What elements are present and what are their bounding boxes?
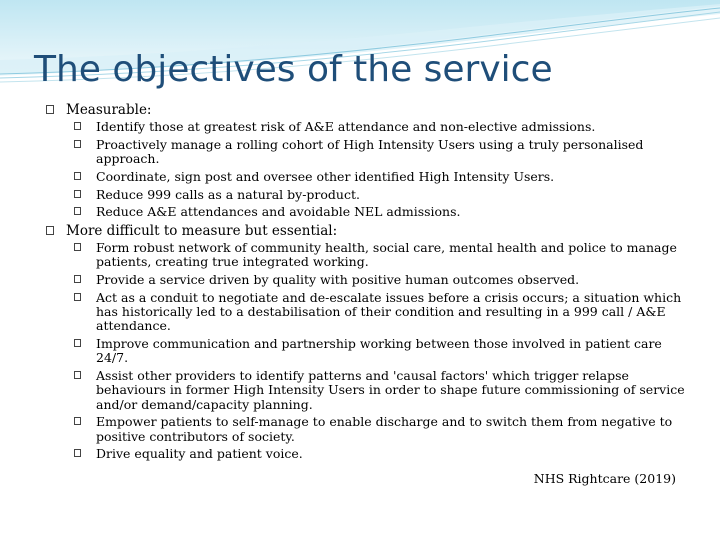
bullet-box-icon <box>74 275 81 283</box>
measurable-list <box>46 120 686 220</box>
slide-title: The objectives of the service <box>34 49 553 90</box>
list-item-text: Act as a conduit to negotiate and de-escalate issues before a crisis occurs; a situation which has historically led to a destabilisation of their condition and resulting in a 999 call / A&E attendance. <box>96 289 682 334</box>
list-item <box>74 369 686 412</box>
list-item-text: Assist other providers to identify patterns and 'causal factors' which trigger relapse behaviours in former High Intensity Users in order to shape future commissioning of service and/or demand/capacity planning. <box>96 368 685 412</box>
section-heading-measurable <box>46 102 686 118</box>
citation: NHS Rightcare (2019) <box>533 471 676 486</box>
list-item <box>74 170 686 184</box>
list-item <box>74 241 686 269</box>
list-item <box>74 120 686 134</box>
list-item <box>74 291 686 334</box>
bullet-box-icon <box>74 293 81 301</box>
bullet-box-icon <box>74 122 81 130</box>
list-item-text: Proactively manage a rolling cohort of High Intensity Users using a truly personalised approach. <box>96 136 644 166</box>
bullet-box-icon <box>74 207 81 215</box>
essential-list <box>46 241 686 461</box>
bullet-box-icon <box>74 172 81 180</box>
list-item-text: Provide a service driven by quality with positive human outcomes observed. <box>96 272 580 288</box>
list-item-text: Empower patients to self-manage to enable discharge and to switch them from negative to positive contributors of society. <box>96 414 673 444</box>
list-item-text: Improve communication and partnership working between those involved in patient care 24/7. <box>96 336 662 366</box>
bullet-box-icon <box>46 226 54 235</box>
list-item-text: Drive equality and patient voice. <box>96 446 303 462</box>
list-item <box>74 273 686 287</box>
bullet-box-icon <box>74 371 81 379</box>
list-item <box>74 337 686 365</box>
bullet-box-icon <box>74 190 81 198</box>
list-item <box>74 447 686 461</box>
list-item-text: Form robust network of community health, social care, mental health and police to manage patients, creating true integrated working. <box>96 240 677 270</box>
list-item-text: Coordinate, sign post and oversee other identified High Intensity Users. <box>96 168 555 184</box>
bullet-box-icon <box>74 140 81 148</box>
bullet-box-icon <box>74 339 81 347</box>
list-item-text: Reduce A&E attendances and avoidable NEL admissions. <box>96 204 461 220</box>
list-item <box>74 188 686 202</box>
list-item-text: Reduce 999 calls as a natural by-product. <box>96 186 360 202</box>
objectives-content <box>46 100 686 465</box>
list-item <box>74 415 686 443</box>
section-heading-text: Measurable: <box>66 102 152 118</box>
section-heading-essential <box>46 223 686 239</box>
list-item <box>74 138 686 166</box>
bullet-box-icon <box>46 105 54 114</box>
bullet-box-icon <box>74 449 81 457</box>
section-heading-text: More difficult to measure but essential: <box>66 223 338 240</box>
list-item <box>74 205 686 219</box>
list-item-text: Identify those at greatest risk of A&E attendance and non-elective admissions. <box>96 119 596 134</box>
bullet-box-icon <box>74 417 81 425</box>
bullet-box-icon <box>74 243 81 251</box>
